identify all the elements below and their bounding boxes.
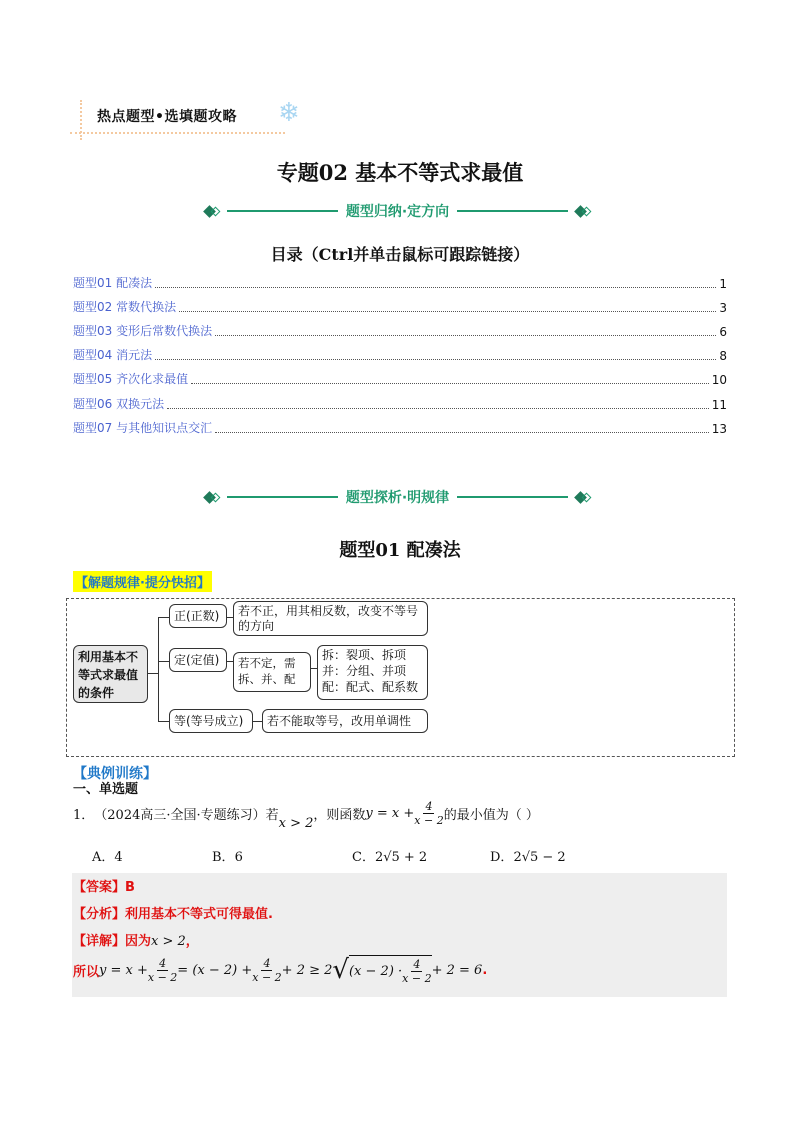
derivation: [73, 955, 487, 985]
diagram-node-positive: 正(正数): [169, 604, 227, 628]
snowflake-icon: ❄: [278, 98, 300, 128]
toc-label: 题型06 双换元法: [73, 397, 165, 411]
option-key: C．: [352, 850, 375, 865]
tips-label: 【解题规律·提分快招】: [73, 571, 212, 592]
toc-page: 11: [711, 398, 727, 412]
toc-leader: [215, 432, 709, 433]
option-a[interactable]: [92, 846, 123, 865]
toc-item[interactable]: [73, 396, 727, 412]
option-key: D．: [490, 850, 514, 865]
toc-item[interactable]: [73, 371, 727, 387]
toc-item[interactable]: [73, 347, 727, 363]
examples-label: 【典例训练】: [73, 766, 157, 782]
diagram-node-fixed-text: 若不定，需拆、并、配: [233, 652, 311, 692]
toc-title: 目录（Ctrl并单击鼠标可跟踪链接）: [270, 245, 530, 264]
option-key: A．: [92, 850, 115, 865]
toc-item[interactable]: [73, 323, 727, 339]
toc-label: 题型07 与其他知识点交汇: [73, 421, 213, 435]
question-tail: 的最小值为（ ）: [443, 808, 539, 823]
toc-page: 3: [719, 301, 727, 315]
answer: [73, 876, 135, 895]
toc-label: 题型03 变形后常数代换法: [73, 324, 213, 338]
expr: = (x − 2) +: [177, 962, 253, 978]
denominator: x − 2: [414, 814, 444, 827]
denominator: x − 2: [252, 970, 282, 984]
page-title: 专题02 基本不等式求最值: [276, 160, 524, 185]
analysis-text: 利用基本不等式可得最值.: [125, 907, 273, 922]
denominator: x − 2: [402, 972, 432, 985]
toc-leader: [215, 335, 716, 336]
header-divider: [70, 132, 285, 134]
toc-label: 题型04 消元法: [73, 348, 153, 362]
answer-label: 【答案】: [73, 880, 126, 895]
toc-page: 10: [711, 373, 727, 387]
banner-summary: [205, 201, 590, 221]
analysis-label: 【分析】: [73, 907, 126, 922]
section-title: 题型01 配凑法: [339, 540, 461, 561]
diagram-node-equality-text: 若不能取等号，改用单调性: [262, 709, 428, 733]
detail-label: 【详解】: [73, 934, 126, 949]
numerator: 4: [263, 956, 271, 970]
diagram-root: 利用基本不等式求最值的条件: [73, 645, 148, 703]
toc-leader: [191, 383, 709, 384]
derivation-end: .: [482, 962, 488, 978]
toc-leader: [167, 408, 709, 409]
banner-text: 题型探析·明规律: [345, 490, 450, 506]
fraction: [402, 958, 431, 985]
banner-analysis: [205, 487, 590, 507]
toc-leader: [155, 359, 716, 360]
toc-page: 8: [719, 349, 727, 363]
option-c[interactable]: [352, 846, 427, 865]
sub-item: 配：配式、配系数: [322, 680, 419, 694]
denominator: x − 2: [147, 970, 178, 984]
detail-condition: x > 2: [151, 934, 186, 949]
question-text: ，则函数: [313, 808, 366, 823]
question-number: 1．: [73, 808, 95, 823]
toc-page: 1: [719, 277, 727, 291]
sqrt-content: [349, 955, 432, 985]
detail-end: ，: [185, 934, 199, 949]
expr: + 2 ≥ 2: [281, 962, 333, 978]
toc-item[interactable]: [73, 275, 727, 291]
question-function: y = x +: [365, 806, 415, 821]
analysis: [73, 903, 273, 922]
toc-label: 题型02 常数代换法: [73, 300, 177, 314]
diagram-node-equality: 等(等号成立): [169, 709, 253, 733]
fraction: [148, 957, 177, 984]
expr: y = x +: [99, 962, 148, 978]
option-value: 4: [114, 850, 123, 865]
expr: (x − 2) ·: [348, 964, 403, 979]
numerator: 4: [425, 800, 433, 813]
fraction: [252, 957, 281, 984]
diagram-node-fixed: 定(定值): [169, 648, 227, 672]
toc-leader: [179, 311, 716, 312]
option-value: 2√5 − 2: [513, 850, 566, 865]
toc-page: 13: [711, 422, 727, 436]
option-d[interactable]: [490, 846, 566, 865]
banner-text: 题型归纳·定方向: [345, 204, 450, 220]
option-value: 2√5 + 2: [374, 850, 428, 865]
toc-label: 题型05 齐次化求最值: [73, 372, 189, 386]
answer-value: B: [125, 880, 135, 895]
option-value: 6: [234, 850, 243, 865]
sub-item: 并：分组、并项: [322, 664, 407, 678]
diagram-node-fixed-sub: [317, 645, 428, 700]
toc-leader: [155, 287, 716, 288]
expr: + 2 = 6: [431, 962, 483, 978]
sqrt-icon: √: [332, 955, 349, 985]
toc-item[interactable]: [73, 420, 727, 436]
header-label: 热点题型•选填题攻略: [97, 109, 237, 125]
sub-item: 拆：裂项、拆项: [322, 648, 407, 662]
subsection-title: 一、单选题: [73, 782, 139, 797]
question-condition: x > 2: [278, 816, 314, 831]
detail: [73, 930, 199, 949]
question-1: [73, 800, 539, 831]
question-source: （2024高三·全国·专题练习）若: [94, 808, 279, 823]
numerator: 4: [413, 958, 421, 971]
option-b[interactable]: [212, 846, 243, 865]
toc-label: 题型01 配凑法: [73, 276, 153, 290]
header-decoration: [80, 100, 82, 140]
detail-text: 因为: [125, 934, 152, 949]
toc-item[interactable]: [73, 299, 727, 315]
option-key: B．: [212, 850, 235, 865]
toc-page: 6: [719, 325, 727, 339]
diagram-node-positive-text: 若不正，用其相反数，改变不等号的方向: [233, 601, 428, 636]
numerator: 4: [159, 956, 167, 970]
derivation-prefix: 所以: [73, 964, 100, 980]
fraction: [414, 800, 443, 827]
